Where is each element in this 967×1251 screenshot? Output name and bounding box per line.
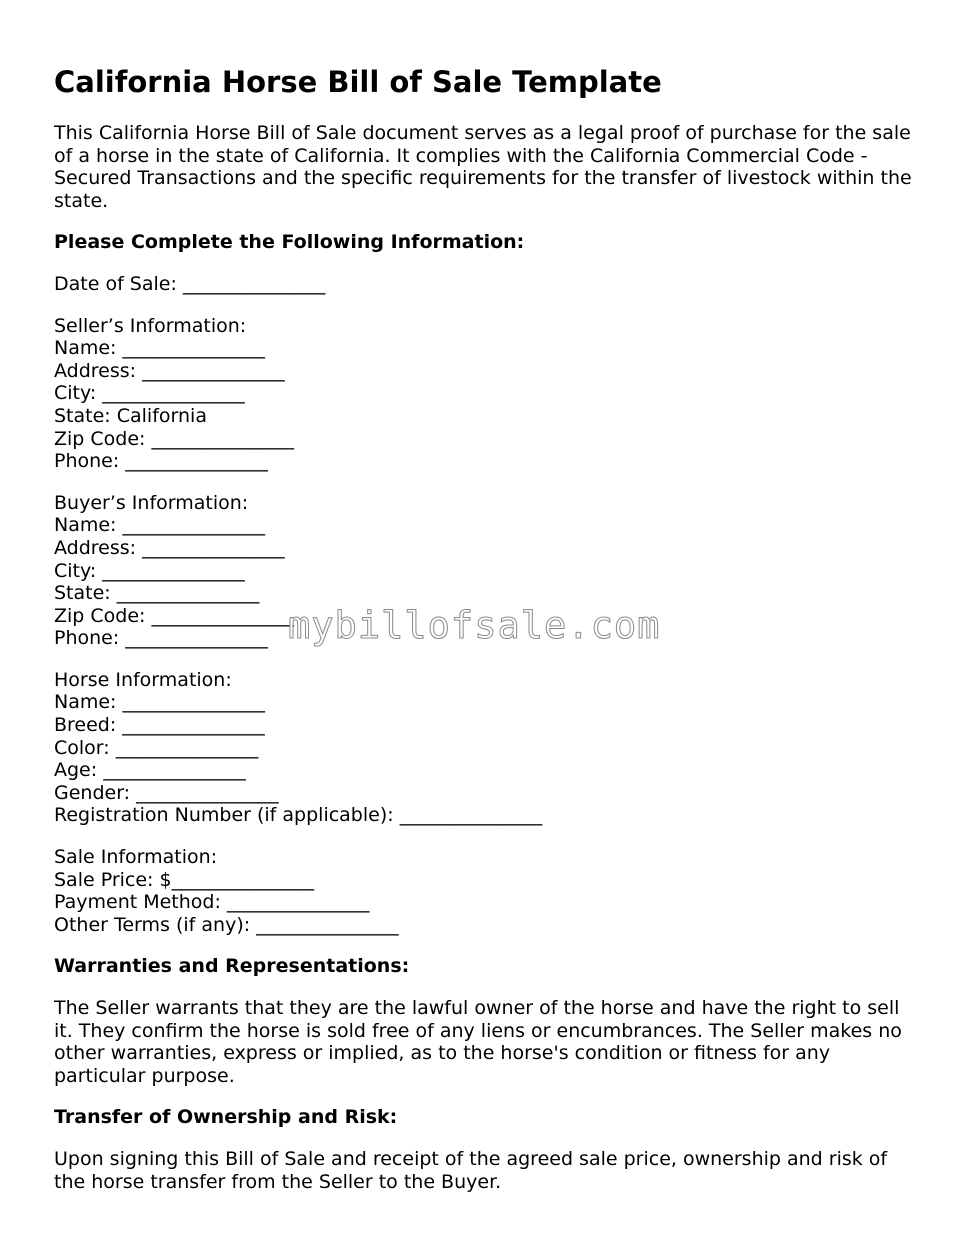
intro-paragraph: This California Horse Bill of Sale document serves as a legal proof of purchase for the sale of a horse in the state of California. It complies with the California Commercial Code - Secured Transactions and the specific requirements for the transfer of livestock within the state. [54,122,912,212]
document-title: California Horse Bill of Sale Template [54,65,662,99]
horse-name-field[interactable]: Name: _______________ [54,691,265,714]
buyer-phone-field[interactable]: Phone: _______________ [54,627,268,650]
transfer-heading: Transfer of Ownership and Risk: [54,1106,398,1129]
horse-gender-field[interactable]: Gender: _______________ [54,781,279,804]
warranties-heading: Warranties and Representations: [54,955,410,978]
buyer-heading: Buyer’s Information: [54,491,249,514]
buyer-state-field[interactable]: State: _______________ [54,582,260,605]
horse-info-block [54,669,924,827]
sale-heading: Sale Information: [54,846,218,869]
seller-info-block [54,315,924,473]
seller-heading: Seller’s Information: [54,314,247,337]
complete-heading: Please Complete the Following Information: [54,231,525,254]
seller-name-field[interactable]: Name: _______________ [54,337,265,360]
transfer-paragraph: Upon signing this Bill of Sale and receipt of the agreed sale price, ownership and risk of the horse transfer from the Seller to the Buyer. [54,1147,888,1193]
seller-city-field[interactable]: City: _______________ [54,382,245,405]
seller-phone-field[interactable]: Phone: _______________ [54,450,268,473]
seller-zip-field[interactable]: Zip Code: _______________ [54,427,294,450]
horse-heading: Horse Information: [54,668,232,691]
seller-state-field: State: California [54,404,207,427]
horse-color-field[interactable]: Color: _______________ [54,736,259,759]
buyer-address-field[interactable]: Address: _______________ [54,536,285,559]
date-of-sale-block [54,273,924,296]
sale-info-block [54,846,924,936]
buyer-zip-field[interactable]: Zip Code: _______________ [54,604,294,627]
date-of-sale-field[interactable]: Date of Sale: _______________ [54,272,326,295]
horse-breed-field[interactable]: Breed: _______________ [54,714,265,737]
other-terms-field[interactable]: Other Terms (if any): _______________ [54,913,399,936]
seller-address-field[interactable]: Address: _______________ [54,359,285,382]
watermark: mybillofsale.com [288,604,661,647]
horse-age-field[interactable]: Age: _______________ [54,759,246,782]
payment-method-field[interactable]: Payment Method: _______________ [54,891,370,914]
horse-registration-field[interactable]: Registration Number (if applicable): _______________ [54,804,543,827]
sale-price-field[interactable]: Sale Price: $_______________ [54,868,315,891]
warranties-paragraph: The Seller warrants that they are the lawful owner of the horse and have the right to sell it. They confirm the horse is sold free of any liens or encumbrances. The Seller makes no other warranties, express or implied, as to the horse's condition or fitness for any particular purpose. [54,997,902,1087]
buyer-name-field[interactable]: Name: _______________ [54,514,265,537]
buyer-city-field[interactable]: City: _______________ [54,559,245,582]
